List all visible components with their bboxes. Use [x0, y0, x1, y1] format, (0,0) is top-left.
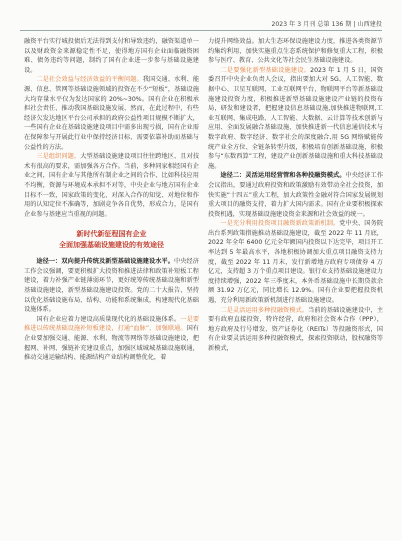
bold-lead: 途径一：双向提升传统及新型基础设施建设水平。 — [36, 258, 175, 266]
paragraph-text: 我国交通、水利、能源、信息、管网等基础设施领域的投资在不少“短板”，基础设施大均存量水平仅为发达国家的 20%~30%。国有企业在积极承担社会责任、推动我国基础设施发展、然而，在此过程中，有些经济欠发达地区平台公司承担的政府公益性项目规模不断扩大，一些国有企业在基础设施建设项目中需多出现亏损，国有企业需在保障参与开展此行业中保持经济目标、需要依靠补助而基础与公益性的方法。 — [24, 76, 200, 151]
paragraph-text: 中央经济工作会议强调，要更积极扩大投资和推进法律和政策补短板工程建设，着力补强产业链薄弱环节，更好统筹传统基础设施和新型基础设施建设，新型基础设施建设投资。党的二十大报告，坚持以优化基础设施布局、结构、功能和系统集成，构建现代化基础设施体系。 — [24, 258, 200, 314]
page-header — [20, 12, 382, 28]
section-title-line: 全面加强基础设施建设的有效途径 — [59, 241, 164, 250]
paragraph-text: 中央经济工作会议指出，要通过政府投资和政策激励有效带动全社会投资，加快实施“十四五”重大工程，加大政策性金融对符合国家发展规划重大项目的融资支持，着力扩大国内需求。国有企业要积极探索投资机遇，实现基础设施建设资金来源和社会效益的统一。 — [208, 172, 384, 218]
paragraph — [24, 257, 199, 315]
paragraph — [24, 75, 199, 152]
paragraph — [24, 315, 199, 363]
highlight-text: 三是组织问题。 — [36, 153, 81, 161]
paragraph-text: 大型基础设施建设项目往往跨地区、且对技术有很高的要求，需加强各方合作。当前，多种同家相经国有企业之间，国有企业与其他所有制企业之间的合作、比如科技应用不均衡，资源与环境成本承担不对等，中央企业与地方国有企业目标不一致，国家政策的变化、对深入合作的知觉、对地位和作用的认知定位不准确等，加剧竞争各自优势，形成合力，是国有企业参与基建应当重视的问题。 — [24, 153, 200, 218]
paragraph — [24, 152, 199, 219]
highlight-text: 一是要推进以传统基础设施补短板建设，打通“血脉”，加强联通。 — [24, 315, 200, 333]
paragraph: 融资平台实行城投债后无法得到支付和导致违约，融资渠道单一以及财政资金来源稳定性不足，使得地方国有企业面临融资困难、债务违约等问题，制约了国有企业进一步参与基础设施建设。 — [24, 38, 199, 74]
paragraph — [208, 171, 383, 219]
highlight-text: 二是灵活运用多种投融资模式。 — [220, 306, 308, 314]
paragraph-text: 2023 年 1 月 5 日，国资委召开中央企业负责人会议，指出要加大对 5G、人工智能、数据中心、卫星互联网、工业互联网平台、物联网平台等新基础设施建设投资力度，积极推进新型基础设施建设产业链的投资布局，研发和建设者，把握建设信息基础设施,加快推进物联网,工业互联网、集成电路、人工智能、大数据、云计算等技术创新与应用、全面发展融合基础设施，加快推进新一代信息通信技术与数字政府、数字经济、数字社会的深度融合,用 5G 网络赋能传统产业全方位、全链条转型升级，积极培育创新基础设施，积极参与“东数西算”工程，建设产业创新基础设施和重大科技基础设施。 — [208, 66, 383, 170]
paragraph — [208, 219, 383, 305]
highlight-text: 二是社会效益与经济效益的平衡问题。 — [36, 76, 143, 84]
paragraph: 力提升网络效益。加大生态环保设施建设力度，推进各类资源节约集约利用，加快实施重点生态系统保护和修复重大工程，积极参与医疗、教育、公共文化等社会民生基础设施建设。 — [208, 38, 383, 65]
bold-lead: 途径二：灵活运用经营管和各种投融资模式。 — [220, 172, 346, 180]
right-column — [208, 37, 383, 354]
paragraph — [208, 306, 383, 354]
paragraph-text: 国有企业要加强交通、能源、水利、物流等网络等基础设施建设，把握网、补网、强链补充建设重点，加强区域城城基础设施联通，推动交通运输结构、能源结构产业结构调整优化，着 — [24, 325, 199, 362]
paragraph — [208, 66, 383, 172]
section-title — [24, 229, 199, 251]
header-rule — [20, 30, 382, 31]
issue-info: 2023 年 3 月刊 总第 136 期 | 山西建投 — [271, 21, 382, 28]
highlight-text: 二是要强化新型基础设施建设。 — [220, 66, 311, 74]
left-column — [24, 37, 199, 363]
paragraph-text: 当前的基础设施建设中，主要有政府直接投资，特许经营，政府和社会资本合作（PPP），地方政府及行号增发、资产证券化（REITs）等投融资形式，国有企业要灵活运用多种投融资模式，探索投资联动，股权融资等新模式， — [208, 306, 384, 352]
section-title-line: 新时代新征程国有企业 — [76, 230, 147, 239]
paragraph-text: 党中央、国务院出台系列政策措施推动基础设施建设，截至 2022 年 11 月底，2022 年全年 6400 亿元全年额国内投资以下达完毕，项目开工率达到 5 年最高水平，各地积极协调加大重点项目融资支持力度，截至 2022 年 11 月末，发行新增地方政府专项债券 4 万亿元，支持超 3 万个重点项目建设。银行业支持基础设施建设力度持续增强，2022 年三季度末，本外币基础设施中长期贷款余额 31.92 万亿元，同比增长 12.9%。国有企业要把握投资机遇，充分利用新政策新机制进行基础设施建设。 — [208, 220, 384, 305]
paragraph-text: 国有企业应着力建设高质量现代化的基础设施体系。 — [36, 315, 181, 323]
highlight-text: 一是充分利用投资项目融资新政策新机制。 — [220, 220, 340, 228]
